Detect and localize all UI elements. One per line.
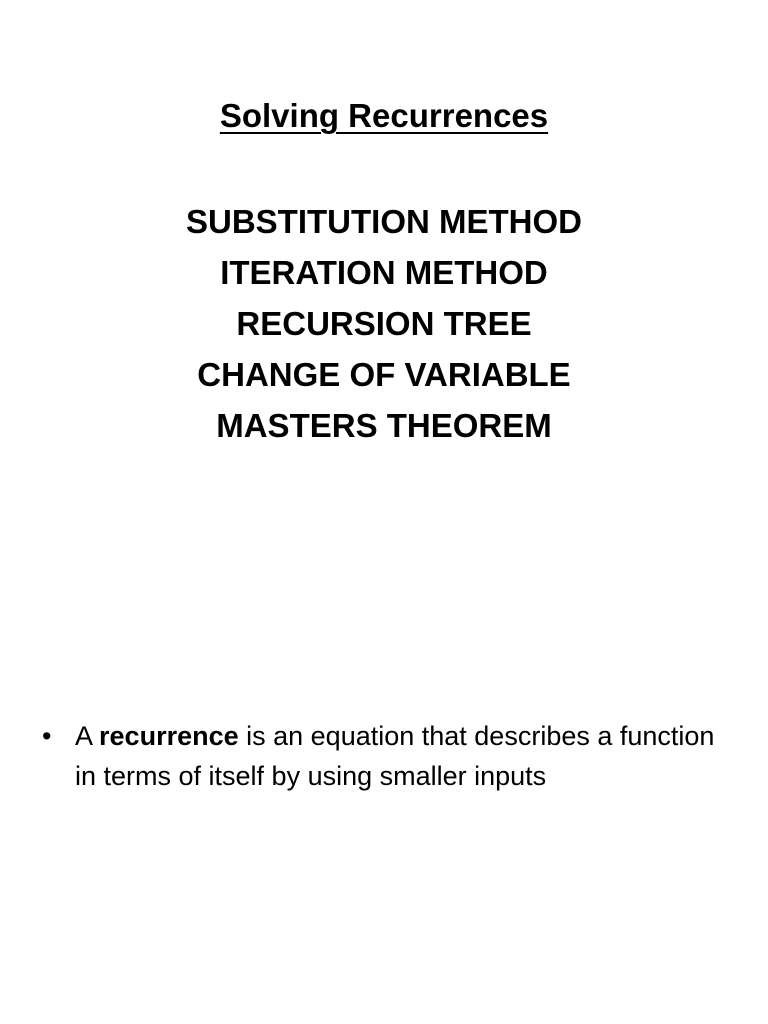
methods-list: [0, 196, 768, 451]
method-item: MASTERS THEOREM: [216, 407, 552, 444]
method-item: ITERATION METHOD: [220, 254, 548, 291]
definition-list: [42, 716, 722, 796]
definition-bullet: [42, 716, 722, 796]
method-item: CHANGE OF VARIABLE: [197, 356, 571, 393]
bullet-dot-icon: •: [42, 721, 52, 751]
method-item: RECURSION TREE: [236, 305, 532, 342]
definition-suffix: is an equation that describes a function in terms of itself by using smaller inputs: [75, 721, 715, 791]
slide-title: Solving Recurrences: [219, 97, 549, 134]
definition-term: recurrence: [99, 721, 239, 751]
definition-prefix: A: [75, 721, 100, 751]
method-item: SUBSTITUTION METHOD: [186, 203, 582, 240]
